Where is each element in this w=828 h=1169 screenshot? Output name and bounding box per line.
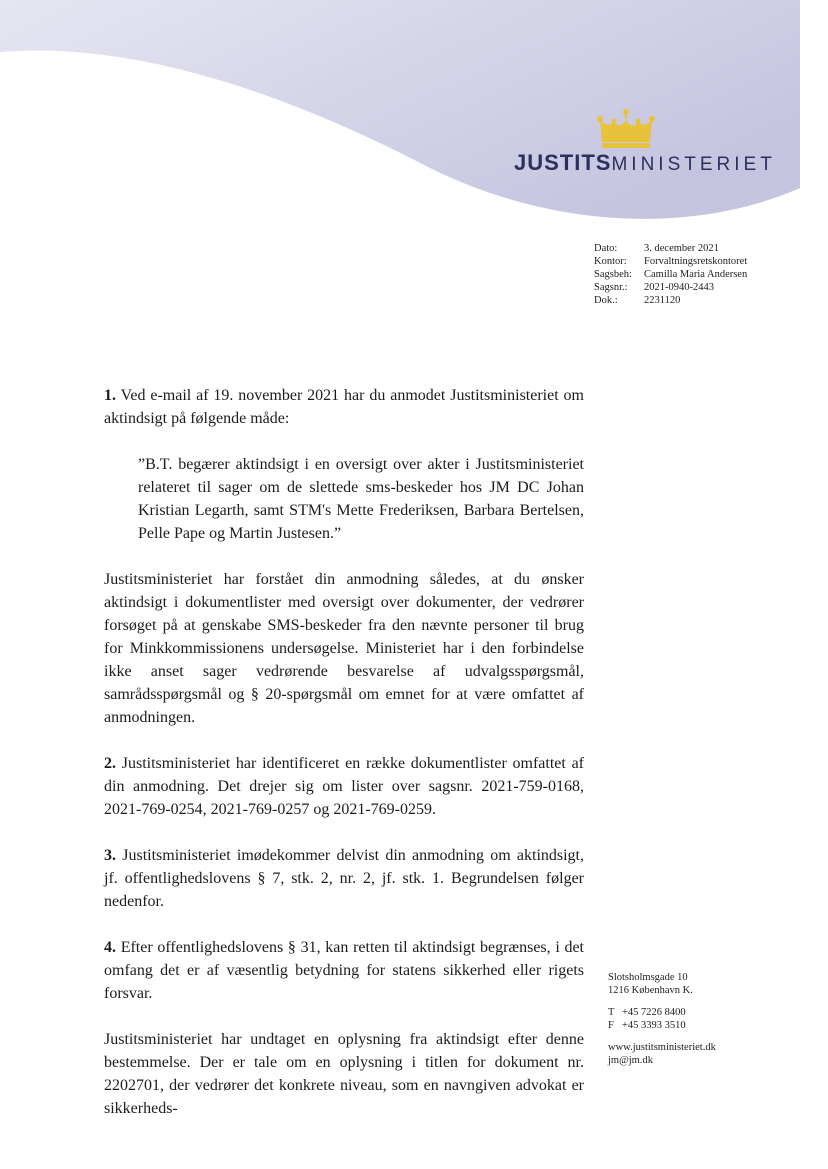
address: [608, 972, 716, 997]
address-line-1: Slotsholmsgade 10: [608, 972, 688, 983]
meta-row-document: [594, 294, 747, 307]
case-metadata: [594, 242, 747, 307]
phone-number: +45 7226 8400: [622, 1007, 686, 1018]
phone-label: T: [608, 1007, 615, 1018]
meta-value: Camilla Maria Andersen: [644, 269, 748, 280]
paragraph-understanding: Justitsministeriet har forstået din anmodning således, at du ønsker aktindsigt i dokumentlister med oversigt over dokumenter, der vedrører forsøget på at genskabe SMS-beskeder fra den nævnte personer til brug for Minkkommissionens undersøgelse. Ministeriet har i den forbindelse ikke anset sager vedrørende besvarelse af udvalgsspørgsmål, samrådsspørgsmål og § 20-spørgsmål om emnet for at være omfattet af anmodningen.: [104, 571, 584, 726]
letter-body: [104, 384, 584, 1143]
meta-key: Sagsnr.:: [594, 282, 628, 293]
web-and-email: [608, 1042, 716, 1067]
paragraph-2: [104, 752, 584, 821]
paragraph-text: Justitsministeriet har identificeret en række dokumentlister omfattet af din anmodning. Det drejer sig om lister over sagsnr. 2021-759-0168, 2021-769-0254, 2021-769-0257 og 2021-769-0259.: [104, 755, 585, 818]
meta-value: 2231120: [644, 295, 681, 306]
website-link[interactable]: www.justitsministeriet.dk: [608, 1042, 716, 1053]
address-line-2: 1216 København K.: [608, 984, 693, 996]
paragraph-text: Ved e-mail af 19. november 2021 har du anmodet Justitsministeriet om aktindsigt på følgende måde:: [104, 387, 584, 427]
paragraph-1: [104, 384, 584, 430]
meta-key: Kontor:: [594, 256, 627, 267]
header-wave: [0, 0, 828, 240]
paragraph-text: Efter offentlighedslovens § 31, kan retten til aktindsigt begrænses, i det omfang det er af væsentlig betydning for statens sikkerhed eller rigets forsvar.: [104, 939, 585, 1002]
meta-key: Dok.:: [594, 295, 618, 306]
paragraph-number: 3.: [104, 847, 116, 864]
paragraph-4: [104, 936, 584, 1005]
meta-row-case-number: [594, 281, 747, 294]
paragraph-3: [104, 844, 584, 913]
logo-bold-text: JUSTITS: [514, 150, 612, 175]
phone-fax: [608, 1007, 716, 1032]
paragraph-number: 1.: [104, 387, 116, 404]
fax-row: [608, 1020, 716, 1033]
meta-row-date: [594, 242, 747, 255]
contact-block: [608, 972, 716, 1067]
ministry-logo: [514, 150, 776, 176]
meta-key: Sagsbeh:: [594, 269, 632, 280]
crown-icon: [596, 108, 656, 152]
meta-value: 2021-0940-2443: [644, 282, 714, 293]
meta-row-office: [594, 255, 747, 268]
logo-light-text: MINISTERIET: [611, 154, 776, 175]
meta-key: Dato:: [594, 243, 618, 254]
email-link[interactable]: jm@jm.dk: [608, 1054, 653, 1066]
paragraph-text: Justitsministeriet imødekommer delvist din anmodning om aktindsigt, jf. offentlighedslovens § 7, stk. 2, nr. 2, jf. stk. 1. Begrundelsen følger nedenfor.: [104, 847, 585, 910]
paragraph-number: 4.: [104, 939, 116, 956]
phone-row: [608, 1007, 716, 1020]
paragraph-5: Justitsministeriet har undtaget en oplysning fra aktindsigt efter denne bestemmelse. Der er tale om en oplysning i titlen for dokument nr. 2202701, der vedrører det konkrete niveau, som en navngiven advokat er sikkerheds-: [104, 1031, 584, 1117]
meta-value: Forvaltningsretskontoret: [644, 256, 748, 267]
paragraph-number: 2.: [104, 755, 116, 772]
request-quote: ”B.T. begærer aktindsigt i en oversigt over akter i Justitsministeriet relateret til sager om de slettede sms-beskeder hos JM DC Johan Kristian Legarth, samt STM's Mette Frederiksen, Barbara Bertelsen, Pelle Pape og Martin Justesen.”: [138, 456, 584, 542]
fax-label: F: [608, 1019, 614, 1031]
fax-number: +45 3393 3510: [622, 1019, 686, 1031]
meta-value: 3. december 2021: [644, 243, 719, 254]
meta-row-caseworker: [594, 268, 747, 281]
